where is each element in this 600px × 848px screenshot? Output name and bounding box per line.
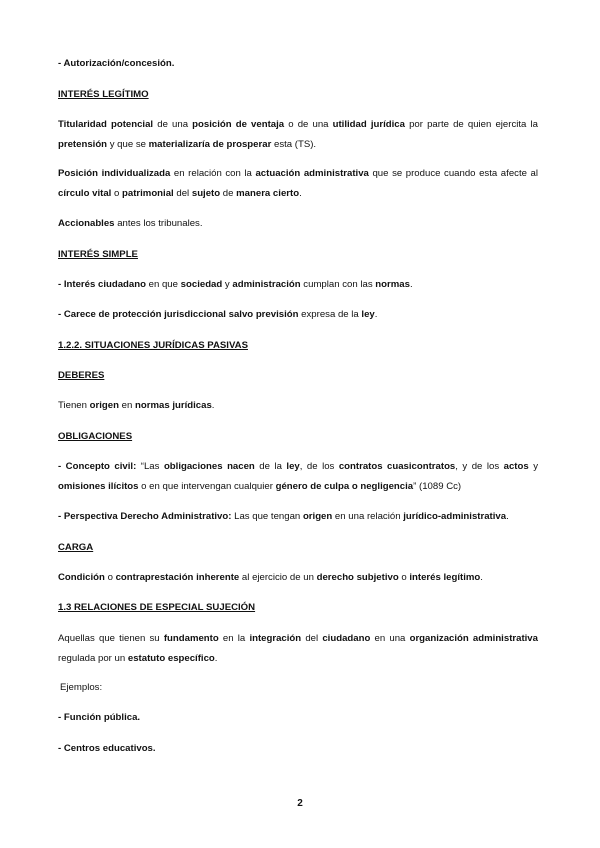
heading-carga: CARGA (58, 542, 94, 553)
heading-interes-simple: INTERÉS SIMPLE (58, 249, 138, 260)
heading-relaciones-especial-sujecion: 1.3 RELACIONES DE ESPECIAL SUJECIÓN (58, 602, 256, 613)
heading-interes-legitimo: INTERÉS LEGÍTIMO (58, 89, 149, 100)
paragraph-carga: Condición o contraprestación inherente al ejercicio de un derecho subjetivo o interés legítimo. (58, 572, 483, 583)
paragraph-accionables: Accionables antes los tribunales. (58, 218, 203, 229)
item-concepto-civil: - Concepto civil: “Las obligaciones nacen de la ley, de los contratos cuasicontratos, y de los actos y omisiones ilícitos o en que intervengan cualquier género de culpa o negligencia” (1089 Cc) (58, 461, 538, 492)
page-number: 2 (297, 798, 303, 809)
item-perspectiva-derecho-administrativo: - Perspectiva Derecho Administrativo: Las que tengan origen en una relación jurídico-administrativa. (58, 511, 509, 522)
ejemplos-label: Ejemplos: (60, 682, 103, 693)
autorizacion-item: - Autorización/concesión. (58, 58, 175, 69)
paragraph-deberes: Tienen origen en normas jurídicas. (58, 400, 215, 411)
paragraph-relaciones-especial-sujecion: Aquellas que tienen su fundamento en la integración del ciudadano en una organización administrativa regulada por un estatuto específico. (58, 633, 538, 664)
heading-obligaciones: OBLIGACIONES (58, 431, 133, 442)
item-interes-ciudadano: - Interés ciudadano en que sociedad y administración cumplan con las normas. (58, 279, 413, 290)
heading-deberes: DEBERES (58, 370, 105, 381)
heading-situaciones-juridicas-pasivas: 1.2.2. SITUACIONES JURÍDICAS PASIVAS (58, 340, 248, 351)
paragraph-posicion-individualizada: Posición individualizada en relación con la actuación administrativa que se produce cuando esta afecte al círculo vital o patrimonial del sujeto de manera cierto. (58, 168, 538, 199)
paragraph-interes-legitimo-definicion: Titularidad potencial de una posición de ventaja o de una utilidad jurídica por parte de quien ejercita la pretensión y que se materializaría de prosperar esta (TS). (58, 119, 538, 150)
ejemplo-centros-educativos: - Centros educativos. (58, 743, 156, 754)
ejemplo-funcion-publica: - Función pública. (58, 712, 141, 723)
item-carece-proteccion: - Carece de protección jurisdiccional salvo previsión expresa de la ley. (58, 309, 378, 320)
